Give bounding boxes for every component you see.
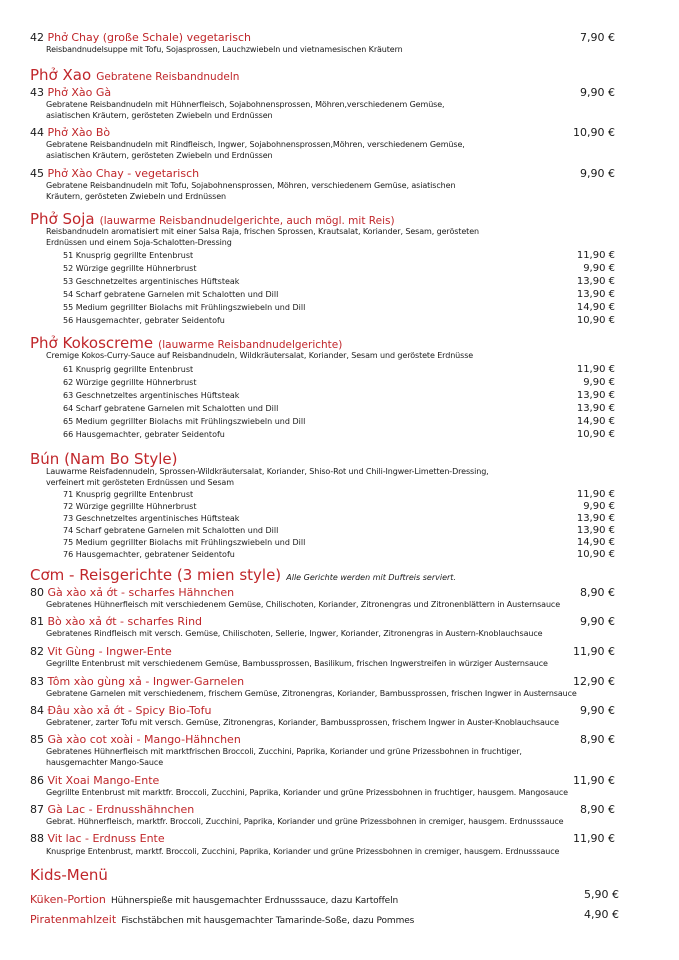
item-82-price: 11,90 € (573, 645, 615, 658)
section-bun-heading (30, 449, 177, 468)
section-note: Alle Gerichte werden mit Duftreis serviert. (286, 573, 456, 582)
list-item-price: 13,90 € (576, 276, 615, 287)
item-85-price: 8,90 € (580, 733, 615, 746)
section-com-heading (30, 565, 456, 584)
list-item-price: 9,90 € (583, 501, 615, 512)
item-number: 44 (30, 126, 44, 139)
list-item-price: 11,90 € (576, 364, 615, 375)
list-item: 62 Würzige gegrillte Hühnerbrust (63, 378, 197, 387)
list-item-price: 14,90 € (576, 416, 615, 427)
list-item: 72 Würzige gegrillte Hühnerbrust (63, 502, 197, 511)
section-title: Phở Soja (30, 210, 95, 228)
section-subtitle: Gebratene Reisbandnudeln (96, 71, 240, 83)
item-number: 87 (30, 803, 44, 816)
section-title: Phở Xao (30, 66, 92, 84)
item-87-desc: Gebrat. Hühnerfleisch, marktfr. Broccoli, Zucchini, Paprika, Koriander und grüne Prizessbohnen in cremiger, hausgem. Erdnusssauce (46, 817, 564, 826)
list-item: 51 Knusprig gegrillte Entenbrust (63, 251, 194, 260)
item-42-header (30, 31, 251, 44)
list-item-price: 9,90 € (583, 263, 615, 274)
item-name: Vit lac - Erdnuss Ente (47, 832, 165, 845)
item-84-header (30, 704, 211, 717)
item-number: 81 (30, 615, 44, 628)
list-item-price: 13,90 € (576, 390, 615, 401)
section-pho-xao-heading (30, 65, 239, 84)
list-item-price: 14,90 € (576, 302, 615, 313)
section-pho-kokos-heading (30, 333, 342, 352)
list-item: 63 Geschnetzeltes argentinisches Hüftsteak (63, 391, 240, 400)
item-number: 85 (30, 733, 44, 746)
list-item-price: 11,90 € (576, 489, 615, 500)
item-44-desc-2: asiatischen Kräutern, gerösteten Zwiebeln und Erdnüssen (46, 151, 273, 160)
item-85-desc-1: Gebratenes Hühnerfleisch mit marktfrischen Broccoli, Zucchini, Paprika, Koriander und grüne Prizessbohnen in fruchtiger, (46, 747, 522, 756)
list-item: 56 Hausgemachter, gebrater Seidentofu (63, 316, 225, 325)
section-bun-desc-1: Lauwarme Reisfadennudeln, Sprossen-Wildkräutersalat, Koriander, Shiso-Rot und Chili-Ingwer-Limetten-Dressing, (46, 467, 489, 476)
list-item: 66 Hausgemachter, gebrater Seidentofu (63, 430, 225, 439)
item-42-desc: Reisbandnudelsuppe mit Tofu, Sojasprossen, Lauchzwiebeln und vietnamesischen Kräutern (46, 45, 403, 54)
item-name: Gà xào xả ớt - scharfes Hähnchen (47, 586, 235, 599)
item-name: Phở Xào Bò (47, 126, 111, 139)
item-44-price: 10,90 € (573, 126, 615, 139)
item-87-price: 8,90 € (580, 803, 615, 816)
list-item: 61 Knusprig gegrillte Entenbrust (63, 365, 194, 374)
item-81-price: 9,90 € (580, 615, 615, 628)
item-87-header (30, 803, 194, 816)
item-80-desc: Gebratenes Hühnerfleisch mit verschiedenem Gemüse, Chilischoten, Koriander, Zitronengras und Zitronenblättern in Austernsauce (46, 600, 561, 609)
item-43-desc-1: Gebratene Reisbandnudeln mit Hühnerfleisch, Sojabohnensprossen, Möhren,verschiedenem Gemüse, (46, 100, 445, 109)
item-name: Gà Lac - Erdnusshähnchen (47, 803, 195, 816)
section-title: Bún (Nam Bo Style) (30, 450, 178, 468)
list-item: 75 Medium gegrillter Biolachs mit Frühlingszwiebeln und Dill (63, 538, 306, 547)
list-item-price: 13,90 € (576, 513, 615, 524)
list-item-price: 13,90 € (576, 525, 615, 536)
item-name: Gà xào cot xoài - Mango-Hähnchen (47, 733, 241, 746)
item-83-price: 12,90 € (573, 675, 615, 688)
list-item: 54 Scharf gebratene Garnelen mit Schalotten und Dill (63, 290, 279, 299)
item-name: Đâu xào xả ớt - Spicy Bio-Tofu (47, 704, 212, 717)
item-44-desc-1: Gebratene Reisbandnudeln mit Rindfleisch, Ingwer, Sojabohnensprossen,Möhren, verschiedenem Gemüse, (46, 140, 465, 149)
item-name: Bò xào xả ớt - scharfes Rind (47, 615, 203, 628)
item-88-price: 11,90 € (573, 832, 615, 845)
section-title: Cơm - Reisgerichte (3 mien style) (30, 566, 282, 584)
item-name: Phở Xào Gà (47, 86, 112, 99)
item-88-header (30, 832, 165, 845)
list-item: 74 Scharf gebratene Garnelen mit Schalotten und Dill (63, 526, 279, 535)
item-85-desc-2: hausgemachter Mango-Sauce (46, 758, 164, 767)
kids-item-1 (30, 888, 398, 907)
list-item-price: 11,90 € (576, 250, 615, 261)
item-82-header (30, 645, 172, 658)
list-item-price: 10,90 € (576, 429, 615, 440)
item-name: Phở Xào Chay - vegetarisch (47, 167, 200, 180)
item-45-header (30, 167, 199, 180)
section-pho-soja-heading (30, 209, 395, 228)
item-88-desc: Knusprige Entenbrust, marktf. Broccoli, Zucchini, Paprika, Koriander und grüne Prizessbohnen in cremiger, hausgem. Erdnusssauce (46, 847, 560, 856)
item-desc: Fischstäbchen mit hausgemachter Tamarinde-Soße, dazu Pommes (121, 916, 415, 926)
item-86-price: 11,90 € (573, 774, 615, 787)
item-name: Vit Xoai Mango-Ente (47, 774, 160, 787)
item-84-desc: Gebratener, zarter Tofu mit versch. Gemüse, Zitronengras, Koriander, Bambussprossen, frischem Ingwer in Auster-Knoblauchsauce (46, 718, 559, 727)
item-45-price: 9,90 € (580, 167, 615, 180)
item-86-header (30, 774, 159, 787)
list-item-price: 10,90 € (576, 549, 615, 560)
item-80-price: 8,90 € (580, 586, 615, 599)
kids-item-2 (30, 908, 414, 927)
item-number: 43 (30, 86, 44, 99)
list-item-price: 10,90 € (576, 315, 615, 326)
item-45-desc-1: Gebratene Reisbandnudeln mit Tofu, Sojabohnensprossen, Möhren, verschiedenem Gemüse, asiatischen (46, 181, 456, 190)
item-number: 42 (30, 31, 44, 44)
item-43-price: 9,90 € (580, 86, 615, 99)
item-number: 86 (30, 774, 44, 787)
item-85-header (30, 733, 241, 746)
item-81-header (30, 615, 202, 628)
item-43-desc-2: asiatischen Kräutern, gerösteten Zwiebeln und Erdnüssen (46, 111, 273, 120)
item-86-desc: Gegrillte Entenbrust mit marktfr. Broccoli, Zucchini, Paprika, Koriander und grüne Prizessbohnen in fruchtiger, hausgem. Mangosauce (46, 788, 568, 797)
item-43-header (30, 86, 111, 99)
kids-item-2-price: 4,90 € (584, 908, 619, 921)
list-item: 64 Scharf gebratene Garnelen mit Schalotten und Dill (63, 404, 279, 413)
section-subtitle: (lauwarme Reisbandnudelgerichte) (158, 339, 343, 351)
list-item: 52 Würzige gegrillte Hühnerbrust (63, 264, 197, 273)
section-pho-soja-desc-1: Reisbandnudeln aromatisiert mit einer Salsa Raja, frischen Sprossen, Krautsalat, Koriander, Sesam, gerösteten (46, 227, 479, 236)
item-desc: Hühnerspieße mit hausgemachter Erdnusssauce, dazu Kartoffeln (110, 896, 399, 906)
item-42-price: 7,90 € (580, 31, 615, 44)
section-title: Phở Kokoscreme (30, 334, 154, 352)
kids-item-1-price: 5,90 € (584, 888, 619, 901)
item-44-header (30, 126, 110, 139)
item-83-header (30, 675, 244, 688)
section-subtitle: (lauwarme Reisbandnudelgerichte, auch mögl. mit Reis) (99, 215, 395, 227)
list-item-price: 9,90 € (583, 377, 615, 388)
item-84-price: 9,90 € (580, 704, 615, 717)
item-number: 83 (30, 675, 44, 688)
item-name: Tôm xào gùng xả - Ingwer-Garnelen (47, 675, 245, 688)
list-item: 76 Hausgemachter, gebratener Seidentofu (63, 550, 235, 559)
item-81-desc: Gebratenes Rindfleisch mit versch. Gemüse, Chilischoten, Sellerie, Ingwer, Koriander, Zitronengras in Austern-Knoblauchsauce (46, 629, 543, 638)
item-number: 84 (30, 704, 44, 717)
list-item-price: 13,90 € (576, 289, 615, 300)
section-pho-kokos-desc: Cremige Kokos-Curry-Sauce auf Reisbandnudeln, Wildkräutersalat, Koriander, Sesam und geröstete Erdnüsse (46, 351, 474, 360)
section-pho-soja-desc-2: Erdnüssen und einem Soja-Schalotten-Dressing (46, 238, 232, 247)
list-item: 71 Knusprig gegrillte Entenbrust (63, 490, 194, 499)
item-name: Vit Gùng - Ingwer-Ente (47, 645, 172, 658)
item-82-desc: Gegrillte Entenbrust mit verschiedenem Gemüse, Bambussprossen, Basilikum, frischen Ingwerstreifen in würziger Austernsauce (46, 659, 548, 668)
item-80-header (30, 586, 234, 599)
section-bun-desc-2: verfeinert mit gerösteten Erdnüssen und Sesam (46, 478, 234, 487)
list-item: 65 Medium gegrillter Biolachs mit Frühlingszwiebeln und Dill (63, 417, 306, 426)
list-item-price: 13,90 € (576, 403, 615, 414)
item-45-desc-2: Kräutern, gerösteten Zwiebeln und Erdnüssen (46, 192, 226, 201)
list-item: 53 Geschnetzeltes argentinisches Hüftsteak (63, 277, 240, 286)
item-name: Phở Chay (große Schale) vegetarisch (47, 31, 251, 44)
item-name: Piratenmahlzeit (30, 913, 117, 926)
item-number: 82 (30, 645, 44, 658)
item-number: 88 (30, 832, 44, 845)
list-item: 55 Medium gegrillter Biolachs mit Frühlingszwiebeln und Dill (63, 303, 306, 312)
list-item-price: 14,90 € (576, 537, 615, 548)
item-83-desc: Gebratene Garnelen mit verschiedenem, frischem Gemüse, Zitronengras, Koriander, Bambussprossen, frischen Ingwer in Austernsauce (46, 689, 577, 698)
section-kids-heading: Kids-Menü (30, 866, 108, 884)
list-item: 73 Geschnetzeltes argentinisches Hüftsteak (63, 514, 240, 523)
item-name: Küken-Portion (30, 893, 106, 906)
item-number: 45 (30, 167, 44, 180)
item-number: 80 (30, 586, 44, 599)
